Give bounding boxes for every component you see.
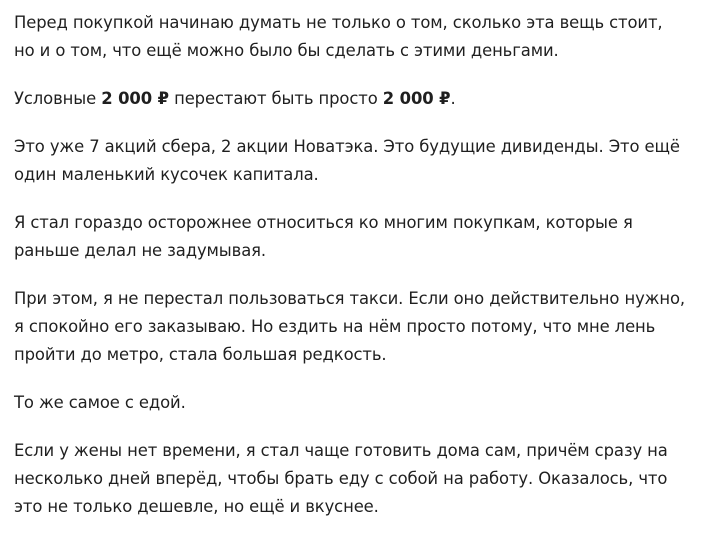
paragraph-3: Это уже 7 акций сбера, 2 акции Новатэка. Это будущие дивиденды. Это ещё один маленький кусочек капитала. bbox=[14, 137, 680, 184]
paragraph-5: При этом, я не перестал пользоваться такси. Если оно действительно нужно, я спокойно его заказываю. Но ездить на нём просто потому, что мне лень пройти до метро, стала большая редкость. bbox=[14, 289, 685, 364]
paragraph-2 bbox=[14, 85, 687, 113]
price-amount-1: 2 000 ₽ bbox=[101, 89, 169, 108]
paragraph-2-text-3: . bbox=[450, 89, 456, 108]
paragraph-2-text-2: перестают быть просто bbox=[168, 89, 383, 108]
paragraph-4: Я стал гораздо осторожнее относиться ко многим покупкам, которые я раньше делал не задумывая. bbox=[14, 213, 633, 260]
paragraph-6: То же самое с едой. bbox=[14, 393, 186, 412]
paragraph-2-text-1: Условные bbox=[14, 89, 102, 108]
paragraph-1: Перед покупкой начинаю думать не только о том, сколько эта вещь стоит, но и о том, что ещё можно было бы сделать с этими деньгами. bbox=[14, 13, 663, 60]
price-amount-2: 2 000 ₽ bbox=[382, 89, 451, 108]
paragraph-7: Если у жены нет времени, я стал чаще готовить дома сам, причём сразу на несколько дней вперёд, чтобы брать еду с собой на работу. Оказалось, что это не только дешевле, но ещё и вкуснее. bbox=[14, 441, 668, 516]
